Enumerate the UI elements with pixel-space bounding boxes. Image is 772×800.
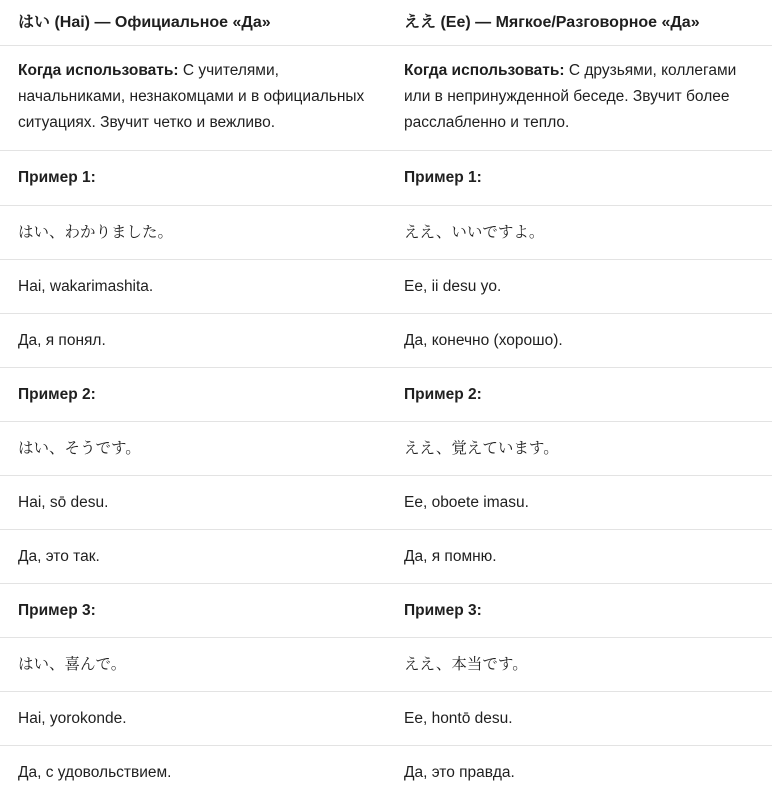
example-label: Пример 3:	[404, 601, 482, 619]
usage-hai	[0, 46, 386, 150]
usage-ee-text: С друзьями, коллегами или в непринужденной беседе. Звучит более расслабленно и тепло.	[404, 62, 737, 131]
usage-ee	[386, 46, 772, 150]
japanese-row	[0, 422, 772, 476]
romaji-row	[0, 692, 772, 746]
romaji-row	[0, 260, 772, 314]
romaji-text: Hai, sō desu.	[18, 493, 109, 511]
japanese-text: はい、喜んで。	[18, 655, 127, 673]
romaji-text: Hai, wakarimashita.	[18, 277, 154, 295]
japanese-row	[0, 206, 772, 260]
example-label-row	[0, 151, 772, 206]
example-label-row	[0, 584, 772, 638]
japanese-row	[0, 638, 772, 692]
translation-row	[0, 530, 772, 584]
translation-text: Да, я помню.	[404, 547, 497, 565]
usage-hai-text: С учителями, начальниками, незнакомцами и в официальных ситуациях. Звучит четко и вежливо.	[18, 62, 365, 131]
japanese-text: はい、わかりました。	[18, 223, 174, 241]
romaji-text: Ee, ii desu yo.	[404, 277, 502, 295]
translation-text: Да, это так.	[18, 547, 100, 565]
translation-text: Да, с удовольствием.	[18, 764, 172, 781]
example-label: Пример 1:	[404, 169, 482, 186]
header-hai: はい (Hai) — Официальное «Да»	[18, 13, 271, 31]
translation-row	[0, 746, 772, 800]
romaji-text: Hai, yorokonde.	[18, 709, 127, 727]
example-label-row	[0, 368, 772, 422]
japanese-text: ええ、本当です。	[404, 655, 528, 673]
romaji-row	[0, 476, 772, 530]
translation-text: Да, я понял.	[18, 331, 106, 349]
example-label: Пример 1:	[18, 169, 96, 186]
usage-label: Когда использовать:	[404, 62, 565, 79]
example-label: Пример 3:	[18, 601, 96, 619]
romaji-text: Ee, oboete imasu.	[404, 493, 529, 511]
example-label: Пример 2:	[18, 385, 96, 403]
translation-row	[0, 314, 772, 368]
header-row	[0, 0, 772, 46]
japanese-text: はい、そうです。	[18, 439, 141, 457]
romaji-text: Ee, hontō desu.	[404, 709, 513, 727]
translation-text: Да, конечно (хорошо).	[404, 331, 563, 349]
translation-text: Да, это правда.	[404, 764, 515, 781]
usage-label: Когда использовать:	[18, 62, 179, 79]
example-label: Пример 2:	[404, 385, 482, 403]
japanese-text: ええ、覚えています。	[404, 439, 559, 457]
header-ee: ええ (Ee) — Мягкое/Разговорное «Да»	[404, 13, 700, 31]
usage-row	[0, 46, 772, 151]
japanese-text: ええ、いいですよ。	[404, 223, 545, 241]
